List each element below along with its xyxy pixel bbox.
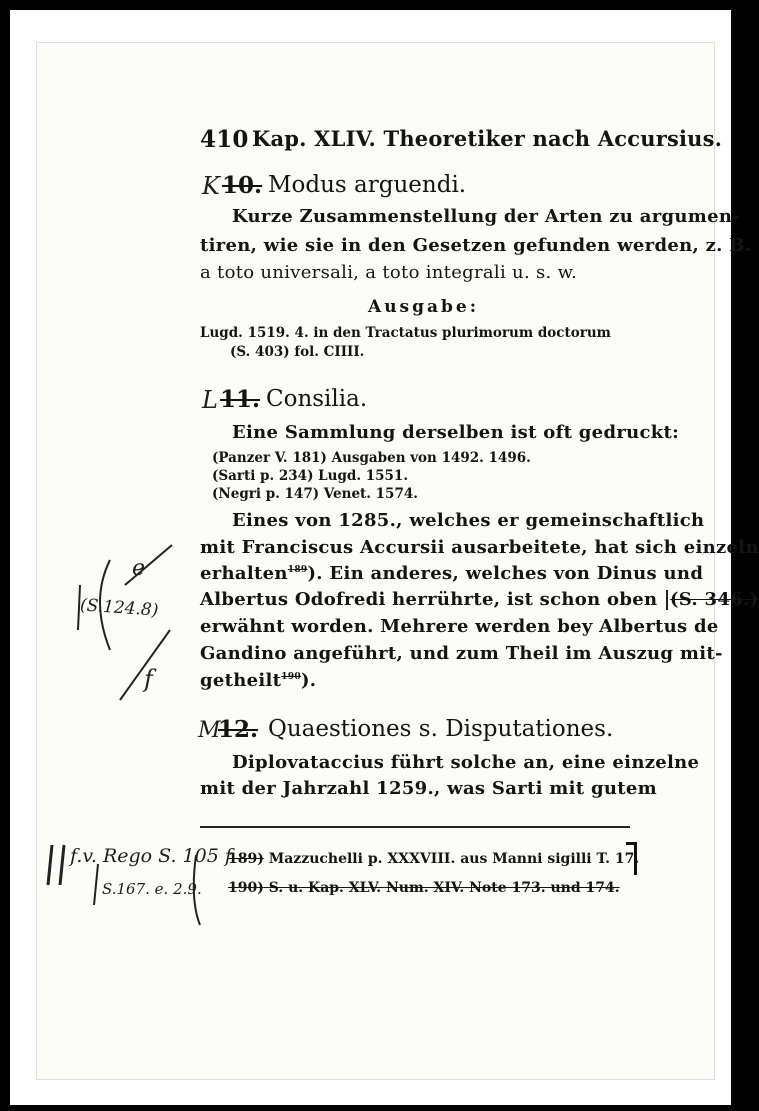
- handwritten-note-b: e: [132, 556, 146, 581]
- s11-edition-1: (Panzer V. 181) Ausgaben von 1492. 1496.: [212, 450, 531, 466]
- s11-body-4a: Albertus Odofredi herrührte, ist schon oben: [200, 589, 658, 610]
- s11-edition-3: (Negri p. 147) Venet. 1574.: [212, 486, 418, 502]
- s11-body-6: Gandino angeführt, und zum Theil im Auszug mit-: [200, 643, 723, 664]
- handwritten-footnote-note-1: f.v. Rego S. 105 f: [70, 845, 232, 867]
- section-title-12: Quaestiones s. Disputationes.: [268, 716, 614, 742]
- running-title: Kap. XLIV. Theoretiker nach Accursius.: [252, 126, 723, 151]
- handwritten-footnote-note-2: S.167. e. 2.9.: [102, 880, 202, 898]
- s11-cross-ref: (S. 346.): [669, 589, 759, 610]
- footnote-190-text: S. u. Kap. XLV. Num. XIV. Note 173. und 174.: [268, 880, 620, 896]
- footnote-rule: [200, 826, 630, 828]
- footnote-189-ref: 189): [228, 851, 264, 867]
- margin-mark-k: K: [202, 172, 220, 200]
- s11-body-7b: ).: [300, 670, 317, 691]
- s10-body-2: tiren, wie sie in den Gesetzen gefunden werden, z. B.: [200, 235, 752, 256]
- section-number-10: 10.: [222, 172, 263, 199]
- s11-body-5: erwähnt worden. Mehrere werden bey Albertus de: [200, 616, 719, 637]
- s11-intro: Eine Sammlung derselben ist oft gedruckt:: [232, 422, 680, 443]
- s12-body-2: mit der Jahrzahl 1259., was Sarti mit gutem: [200, 778, 657, 799]
- handwritten-note-c: f: [144, 665, 153, 693]
- s11-body-7: [200, 670, 316, 691]
- s11-body-2: mit Franciscus Accursii ausarbeitete, hat sich einzeln: [200, 537, 759, 558]
- s10-edition-1: Lugd. 1519. 4. in den Tractatus plurimorum doctorum: [200, 325, 611, 341]
- s11-body-4: [200, 589, 758, 610]
- s10-body-3: a toto universali, a toto integrali u. s. w.: [200, 262, 578, 283]
- s11-body-3b: ). Ein anderes, welches von Dinus und: [307, 563, 704, 584]
- section-number-12: 12.: [218, 716, 259, 743]
- margin-mark-m: M: [198, 718, 221, 743]
- s11-body-3: [200, 563, 703, 584]
- footnote-bracket: [626, 842, 637, 875]
- s11-body-3a: erhalten: [200, 563, 288, 584]
- insertion-mark: [666, 590, 668, 610]
- s11-body-7a: getheilt: [200, 670, 282, 691]
- footnote-190-ref: 190): [228, 880, 264, 896]
- section-title-11: Consilia.: [266, 386, 368, 412]
- page-number: 410: [200, 126, 249, 153]
- footnote-ref-189: 189: [287, 565, 308, 575]
- s10-body-1: Kurze Zusammenstellung der Arten zu argumen-: [232, 206, 741, 227]
- section-number-11: 11.: [220, 386, 261, 413]
- s10-edition-2: (S. 403) fol. CIIII.: [230, 344, 365, 360]
- handwritten-note-a: (S.124.8): [79, 595, 159, 621]
- footnote-189: [228, 851, 639, 867]
- footnote-189-text: Mazzuchelli p. XXXVIII. aus Manni sigilli T. 17.: [268, 851, 640, 867]
- s11-body-1: Eines von 1285., welches er gemeinschaftlich: [232, 510, 705, 531]
- s11-edition-2: (Sarti p. 234) Lugd. 1551.: [212, 468, 409, 484]
- footnote-ref-190: 190: [281, 672, 301, 682]
- footnote-190: [228, 880, 620, 896]
- margin-mark-l: L: [202, 386, 218, 414]
- section-title-10: Modus arguendi.: [268, 172, 467, 198]
- s10-subheading: Ausgabe:: [368, 297, 480, 317]
- s12-body-1: Diplovataccius führt solche an, eine einzelne: [232, 752, 700, 773]
